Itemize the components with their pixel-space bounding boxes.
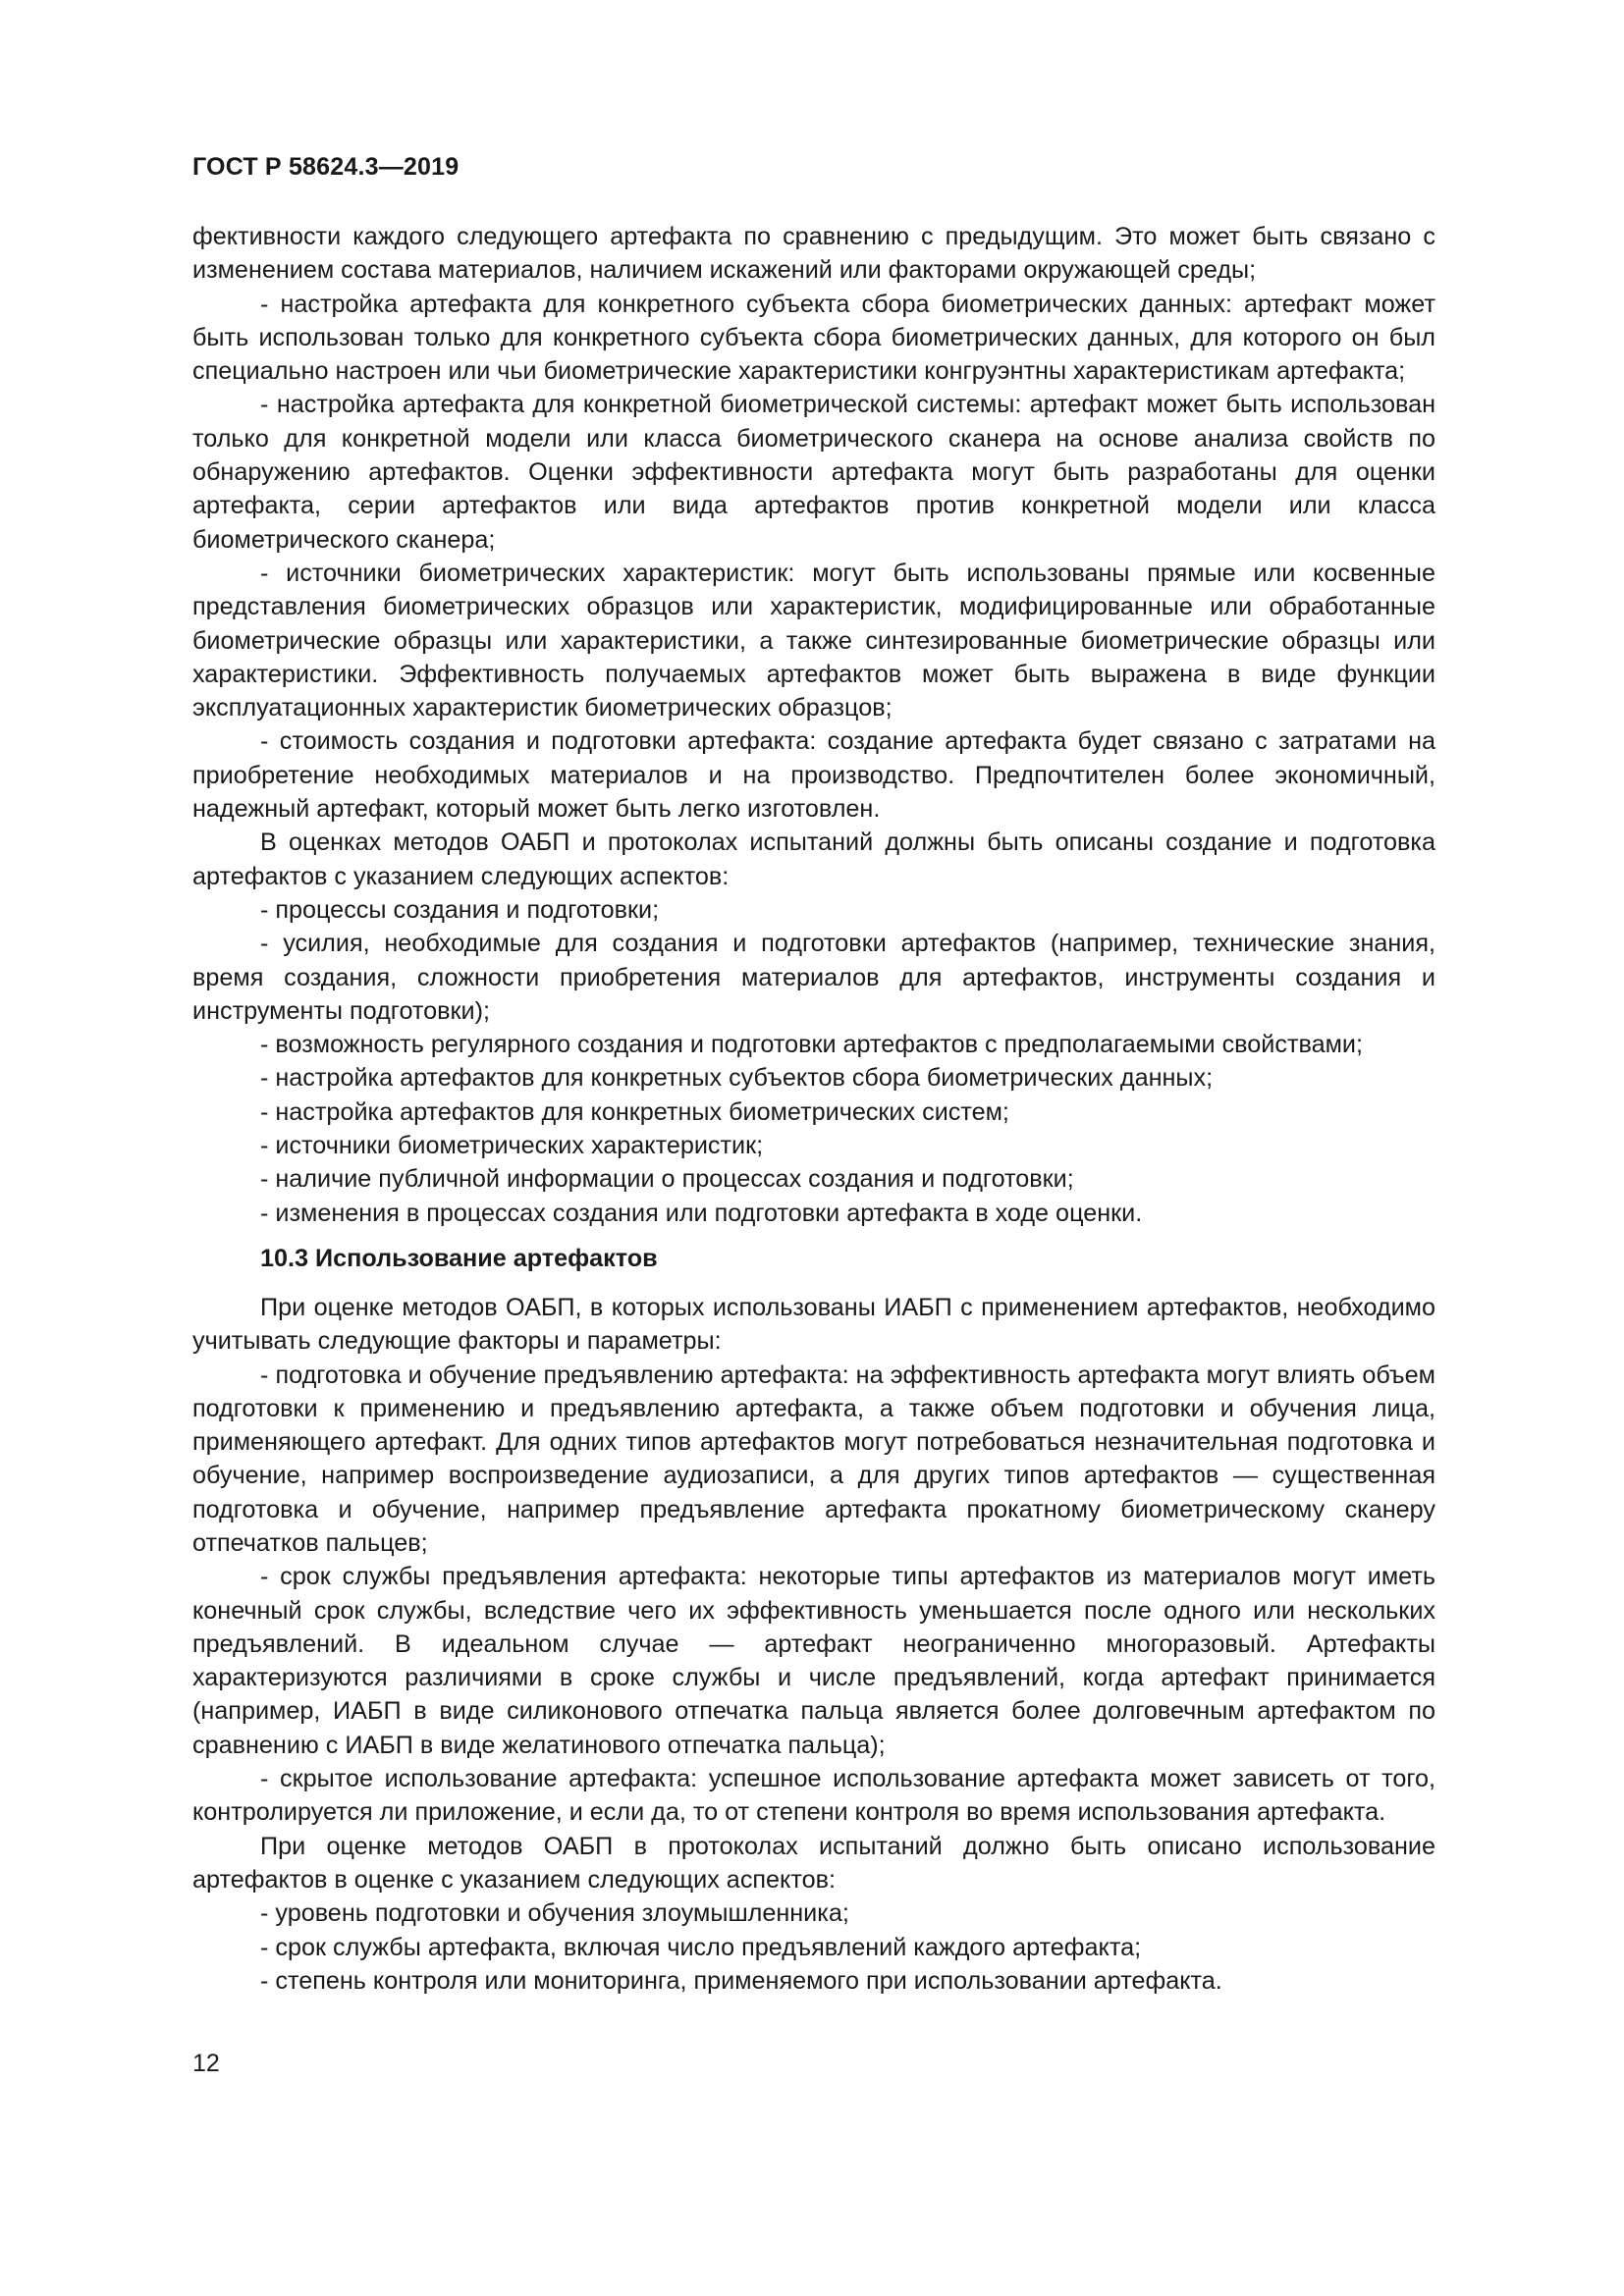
paragraph-usage-protocol: При оценке методов ОАБП в протоколах испытаний должно быть описано использование артефактов в оценке с указанием следующих аспектов: — [192, 1832, 1435, 1894]
list-item-covert: - скрытое использование артефакта: успешное использование артефакта может зависеть от того, контролируется ли приложение, и если да, то от степени контроля во время использования артефакта. — [192, 1765, 1435, 1827]
list-item-lifetime: - срок службы предъявления артефакта: некоторые типы артефактов из материалов могут иметь конечный срок службы, вследствие чего их эффективность уменьшается после одного или нескольких предъявлений. В идеальном случае — артефакт неограниченно многоразовый. Артефакты характеризуются различиями в сроке службы и числе предъявлений, когда артефакт принимается (например, ИАБП в виде силиконового отпечатка пальца является более долговечным артефактом по сравнению с ИАБП в виде желатинового отпечатка пальца); — [192, 1563, 1435, 1759]
list-item-sources: - источники биометрических характеристик: могут быть использованы прямые или косвенные представления биометрических образцов или характеристик, модифицированные или обработанные биометрические образцы или характеристики, а также синтезированные биометрические образцы или характеристики. Эффективность получаемых артефактов может быть выражена в виде функции эксплуатационных характеристик биометрических образцов; — [192, 559, 1435, 722]
list-item: - возможность регулярного создания и подготовки артефактов с предполагаемыми свойствами; — [260, 1031, 1363, 1059]
list-item: - настройка артефактов для конкретных субъектов сбора биометрических данных; — [260, 1064, 1214, 1093]
list-item: - источники биометрических характеристик; — [260, 1132, 764, 1160]
section-heading: 10.3 Использование артефактов — [260, 1244, 658, 1272]
paragraph-intro-continuation: фективности каждого следующего артефакта по сравнению с предыдущим. Это может быть связано с изменением состава материалов, наличием искажений или факторами окружающей среды; — [192, 223, 1435, 285]
list-item: - настройка артефактов для конкретных биометрических систем; — [260, 1097, 1009, 1126]
list-item: - срок службы артефакта, включая число предъявлений каждого артефакта; — [260, 1933, 1142, 1961]
list-item-custom-system: - настройка артефакта для конкретной биометрической системы: артефакт может быть использован только для конкретной модели или класса биометрического сканера на основе анализа свойств по обнаружению артефактов. Оценки эффективности артефакта могут быть разработаны для оценки артефакта, серии артефактов или вида артефактов против конкретной модели или класса биометрического сканера; — [192, 391, 1435, 554]
page-body — [192, 220, 1435, 1998]
list-item: - изменения в процессах создания или подготовки артефакта в ходе оценки. — [260, 1199, 1143, 1227]
list-item: - степень контроля или мониторинга, применяемого при использовании артефакта. — [260, 1966, 1222, 1995]
list-item-custom-subject: - настройка артефакта для конкретного субъекта сбора биометрических данных: артефакт может быть использован только для конкретного субъекта сбора биометрических данных, для которого он был специально настроен или чьи биометрические характеристики конгруэнтны характеристикам артефакта; — [192, 290, 1435, 386]
list-item-training: - подготовка и обучение предъявлению артефакта: на эффективность артефакта могут влиять объем подготовки к применению и предъявлению артефакта, а также объем подготовки и обучения лица, применяющего артефакт. Для одних типов артефактов могут потребоваться незначительная подготовка и обучение, например воспроизведение аудиозаписи, а для других типов артефактов — существенная подготовка и обучение, например предъявление артефакта прокатному биометрическому сканеру отпечатков пальцев; — [192, 1361, 1435, 1557]
list-item-cost: - стоимость создания и подготовки артефакта: создание артефакта будет связано с затратами на приобретение необходимых материалов и на производство. Предпочтителен более экономичный, надежный артефакт, который может быть легко изготовлен. — [192, 727, 1435, 824]
paragraph-usage-intro: При оценке методов ОАБП, в которых использованы ИАБП с применением артефактов, необходимо учитывать следующие факторы и параметры: — [192, 1293, 1435, 1356]
list-item: - усилия, необходимые для создания и подготовки артефактов (например, технические знания, время создания, сложности приобретения материалов для артефактов, инструменты создания и инструменты подготовки); — [192, 930, 1435, 1025]
page-number: 12 — [192, 2050, 220, 2077]
document-header: ГОСТ Р 58624.3—2019 — [192, 153, 460, 181]
paragraph-creation-intro: В оценках методов ОАБП и протоколах испытаний должны быть описаны создание и подготовка артефактов с указанием следующих аспектов: — [192, 828, 1435, 890]
list-item: - наличие публичной информации о процессах создания и подготовки; — [260, 1165, 1074, 1194]
list-item: - процессы создания и подготовки; — [260, 895, 660, 924]
list-item: - уровень подготовки и обучения злоумышленника; — [260, 1899, 849, 1928]
